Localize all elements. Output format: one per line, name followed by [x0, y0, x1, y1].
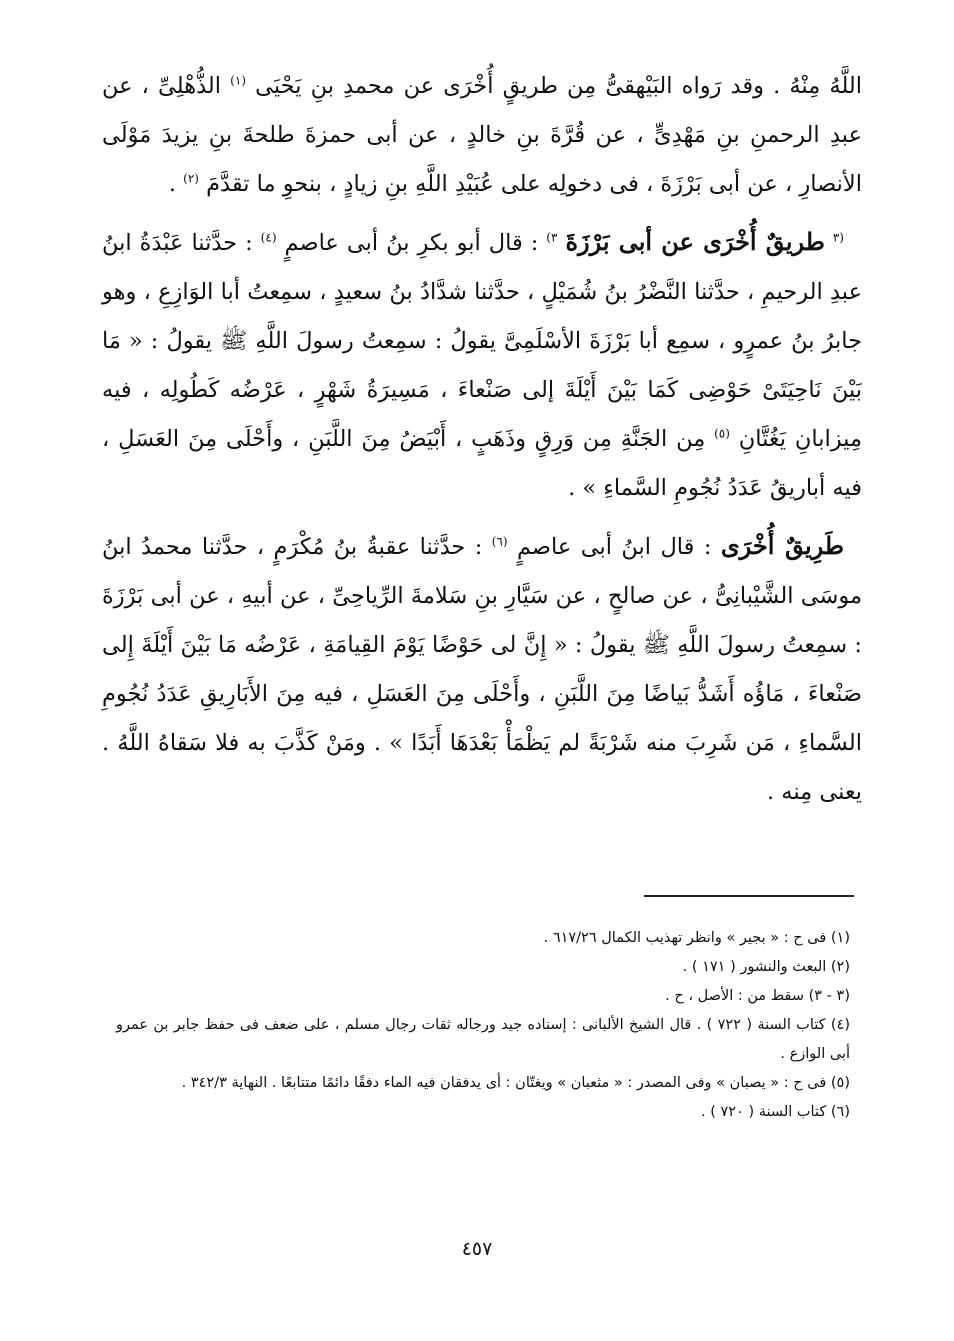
- paragraph-2-text-a: : قال أبو بكرِ بنُ أبى عاصمٍ: [284, 230, 539, 256]
- footnote-ref-3-end[interactable]: ٣): [546, 230, 558, 245]
- footnote-divider: [644, 895, 854, 897]
- paragraph-3-text-a: : قال ابنُ أبى عاصمٍ: [516, 534, 712, 560]
- footnote-5: (٥) فى ح : « يصبان » وفى المصدر : « مثعبان » ويغتّان : أى يدفقان فيه الماء دفقًا دائمًا متتابعًا . النهاية ٣٤٢/٣ .: [181, 1075, 850, 1091]
- footnote-1: (١) فى ح : « بجير » وانظر تهذيب الكمال ٦١٧/٢٦ .: [543, 930, 850, 946]
- footnote-ref-3-start[interactable]: (٣: [832, 230, 844, 245]
- page-number: ٤٥٧: [461, 1238, 493, 1260]
- footnotes: [116, 924, 850, 1127]
- paragraph-2-text-b: : حدَّثنا عَبْدَةُ ابنُ عبدِ الرحيمِ ، حدَّثنا النَّضْرُ بنُ شُمَيْلٍ ، حدَّثنا شدَّادُ بنُ سعيدٍ ، سمِعتُ أبا الوَازِعِ ، وهو جابرُ بنُ عمرٍو ، سمِع أبا بَرْزَةَ الأسْلَمِىَّ يقولُ : سمِعتُ رسولَ اللَّهِ ﷺ يقولُ : « مَا بَيْنَ نَاحِيَتَىْ حَوْضِى كَمَا بَيْنَ أَيْلَةَ إلى صَنْعاءَ ، مَسِيرَةُ شَهْرٍ ، عَرْضُه كَطُولِه ، فيه مِيزابانِ يَغُتَّانِ: [102, 230, 863, 452]
- footnote-3: (٣ - ٣) سقط من : الأصل ، ح .: [665, 988, 850, 1004]
- main-text: [102, 62, 862, 817]
- footnote-6: (٦) كتاب السنة ( ٧٢٠ ) .: [701, 1104, 850, 1120]
- footnote-ref-2[interactable]: (٢): [183, 171, 199, 186]
- footnote-4: (٤) كتاب السنة ( ٧٢٢ ) . قال الشيخ الألبانى : إسناده جيد ورجاله ثقات رجال مسلم ، على ضعف فى حفظ جابر بن عمرو أبى الوازع .: [116, 1017, 850, 1062]
- section-heading-3: طَرِيقٌ أُخْرَى: [720, 531, 845, 560]
- section-heading-2: طريقٌ أُخْرَى عن أبى بَرْزَةَ: [565, 227, 825, 256]
- paragraph-3: [102, 521, 862, 817]
- paragraph-1-end: .: [168, 171, 176, 197]
- paragraph-1: [102, 62, 862, 209]
- footnote-ref-4[interactable]: (٤): [260, 230, 277, 245]
- paragraph-1-text-b: الذُّهْلِىِّ ، عن عبدِ الرحمنِ بنِ مَهْدِىٍّ ، عن قُرَّةَ بنِ خالدٍ ، عن أبى حمزةَ طلحةَ بنِ يزيدَ مَوْلَى الأنصارِ ، عن أبى بَرْزَةَ ، فى دخولِه على عُبَيْدِ اللَّهِ بنِ زيادٍ ، بنحوِ ما تقدَّمَ: [102, 73, 862, 197]
- footnote-ref-5[interactable]: (٥): [714, 426, 730, 441]
- footnote-2: (٢) البعث والنشور ( ١٧١ ) .: [682, 959, 850, 975]
- paragraph-3-text-b: : حدَّثنا عقبةُ بنُ مُكْرَمٍ ، حدَّثنا محمدُ ابنُ موسَى الشَّيْبانِىُّ ، عن صالحٍ ، عن سَيَّارِ بنِ سَلامةَ الرِّياحِىِّ ، عن أبيهِ ، عن أبى بَرْزَةَ : سمِعتُ رسولَ اللَّهِ ﷺ يقولُ : « إِنَّ لى حَوْضًا يَوْمَ القِيامَةِ ، عَرْضُه مَا بَيْنَ أَيْلَةَ إِلى صَنْعاءَ ، مَاؤُه أَشَدُّ بَياضًا مِنَ اللَّبَنِ ، وأَحْلَى مِنَ العَسَلِ ، فيه مِنَ الأَبَارِيقِ عَدَدُ نُجُومِ السَّماءِ ، مَن شَرِبَ منه شَرْبَةً لم يَظْمَأْ بَعْدَهَا أَبَدًا » . ومَنْ كَذَّبَ به فلا سَقاهُ اللَّهُ . يعنى مِنه .: [102, 534, 862, 805]
- footnote-ref-6[interactable]: (٦): [491, 534, 508, 549]
- paragraph-1-text-a: اللَّهُ مِنْهُ . وقد رَواه البَيْهقىُّ مِن طريقٍ أُخْرَى عن محمدِ بنِ يَحْيَى: [255, 73, 863, 99]
- footnote-ref-1[interactable]: (١): [230, 73, 246, 88]
- paragraph-2: [102, 217, 862, 513]
- paragraph-2-text-c: مِن الجَنَّةِ مِن وَرِقٍ وذَهَبٍ ، أَبْيَضُ مِنَ اللَّبَنِ ، وأَحْلَى مِنَ العَسَلِ ، فيه أباريقُ عَدَدُ نُجُومِ السَّماءِ » .: [102, 426, 862, 501]
